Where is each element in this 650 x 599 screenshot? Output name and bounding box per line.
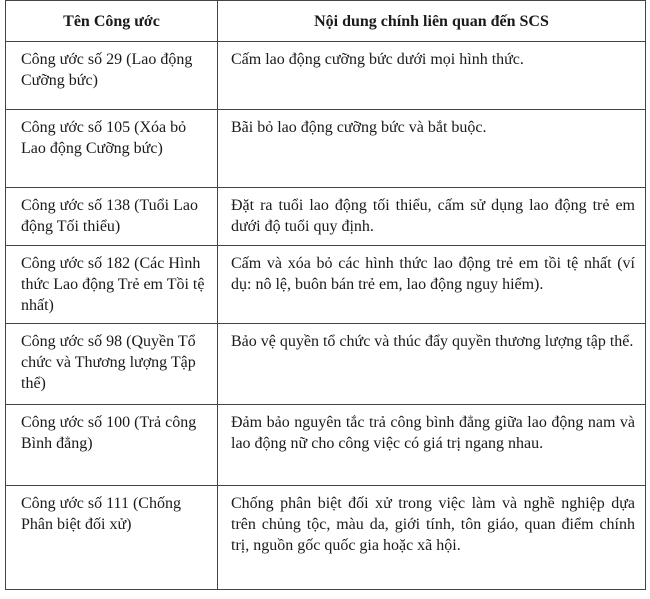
convention-content-cell: Cấm lao động cưỡng bức dưới mọi hình thức. [218, 42, 646, 110]
convention-name-cell: Công ước số 138 (Tuổi Lao động Tối thiểu) [6, 188, 218, 246]
table-row [6, 188, 646, 246]
convention-name-cell: Công ước số 100 (Trả công Bình đẳng) [6, 405, 218, 486]
convention-content-cell: Đặt ra tuổi lao động tối thiểu, cấm sử dụng lao động trẻ em dưới độ tuổi quy định. [218, 188, 646, 246]
convention-content-cell: Cấm và xóa bỏ các hình thức lao động trẻ em tồi tệ nhất (ví dụ: nô lệ, buôn bán trẻ em, lao động nguy hiểm). [218, 246, 646, 324]
convention-name-cell: Công ước số 111 (Chống Phân biệt đối xử) [6, 486, 218, 590]
conventions-table [5, 0, 646, 590]
table-row [6, 110, 646, 188]
table-row [6, 486, 646, 590]
table-row [6, 246, 646, 324]
table-row [6, 324, 646, 405]
table-header-row [6, 1, 646, 42]
header-main-content: Nội dung chính liên quan đến SCS [218, 1, 646, 42]
convention-name-cell: Công ước số 98 (Quyền Tổ chức và Thương lượng Tập thể) [6, 324, 218, 405]
table-row [6, 42, 646, 110]
convention-content-cell: Bãi bỏ lao động cưỡng bức và bắt buộc. [218, 110, 646, 188]
convention-name-cell: Công ước số 29 (Lao động Cưỡng bức) [6, 42, 218, 110]
convention-content-cell: Đảm bảo nguyên tắc trả công bình đẳng giữa lao động nam và lao động nữ cho công việc có giá trị ngang nhau. [218, 405, 646, 486]
convention-content-cell: Chống phân biệt đối xử trong việc làm và nghề nghiệp dựa trên chủng tộc, màu da, giới tính, tôn giáo, quan điểm chính trị, nguồn gốc quốc gia hoặc xã hội. [218, 486, 646, 590]
table-row [6, 405, 646, 486]
convention-name-cell: Công ước số 105 (Xóa bỏ Lao động Cưỡng bức) [6, 110, 218, 188]
header-convention-name: Tên Công ước [6, 1, 218, 42]
convention-content-cell: Bảo vệ quyền tổ chức và thúc đẩy quyền thương lượng tập thể. [218, 324, 646, 405]
convention-name-cell: Công ước số 182 (Các Hình thức Lao động Trẻ em Tồi tệ nhất) [6, 246, 218, 324]
